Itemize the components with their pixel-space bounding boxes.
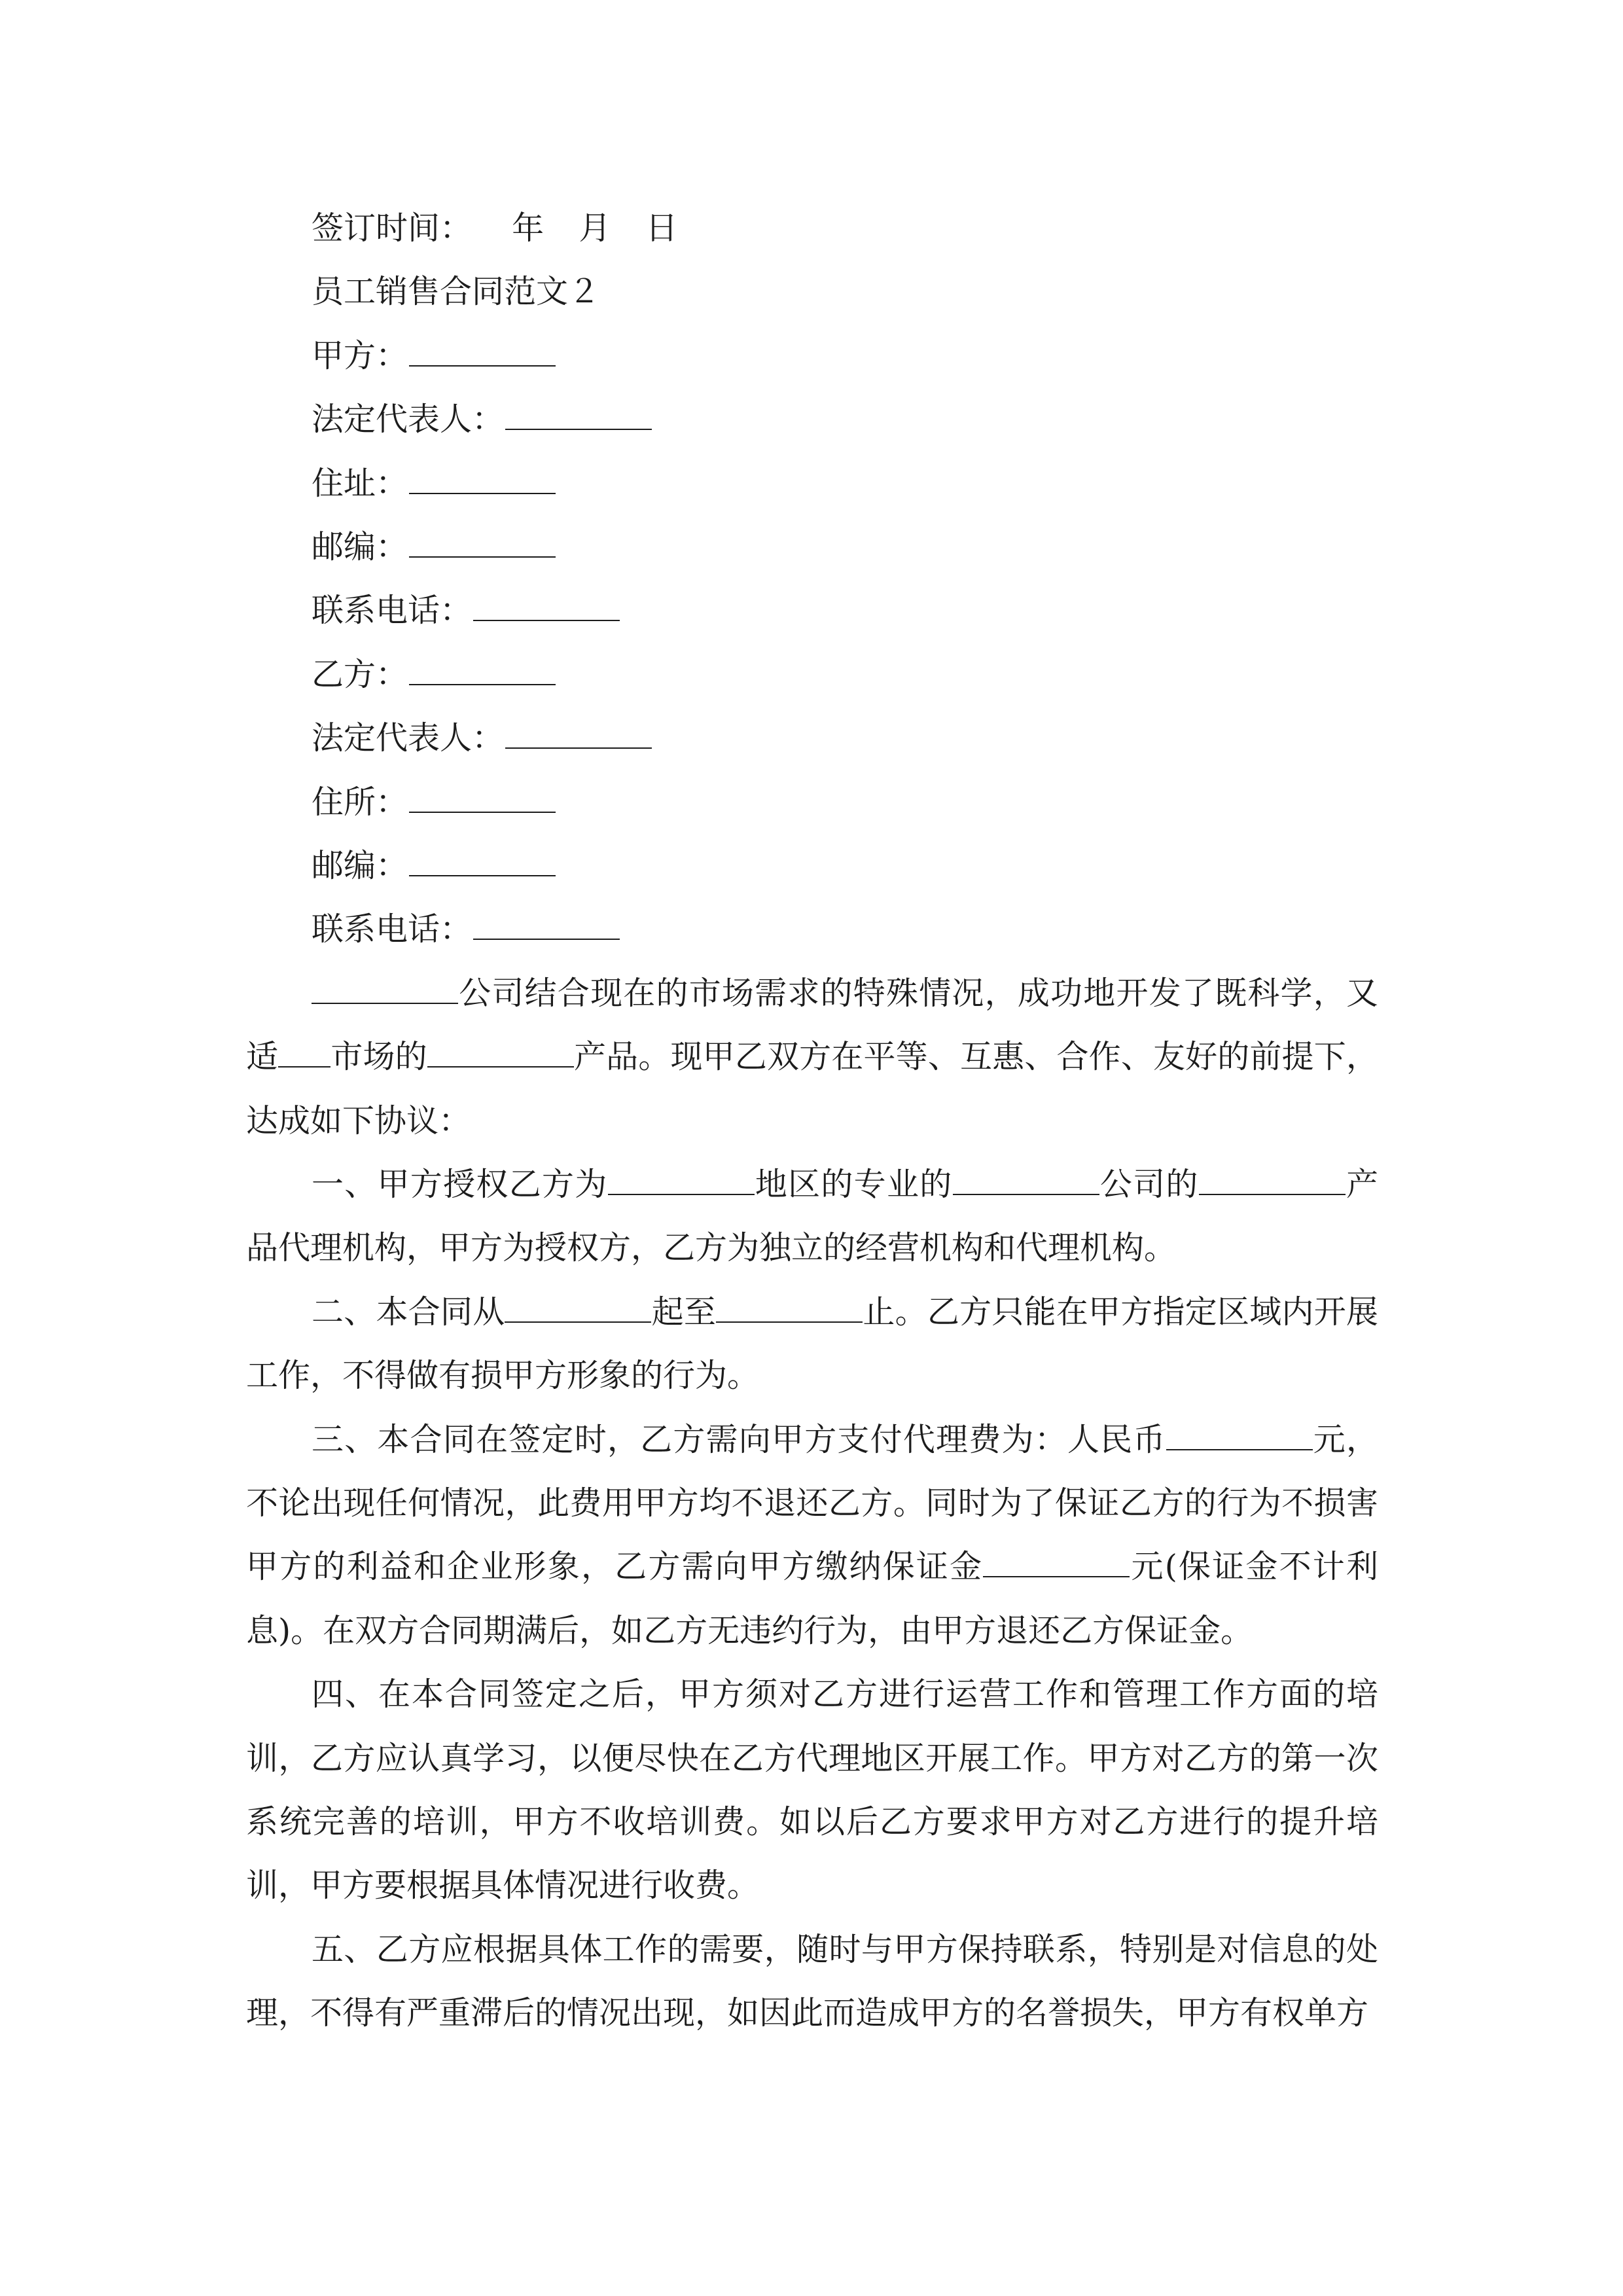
clause-1-text-4: 产品代理机构，甲方为授权方，乙方为独立的经营机构和代理机构。 (246, 1165, 1378, 1267)
clause-2-text-1: 二、本合同从 (312, 1293, 505, 1331)
year-label: 年 (512, 209, 544, 247)
party-a-address-label: 住址： (312, 464, 408, 502)
market-blank (278, 1040, 330, 1067)
party-a-name-blank (409, 339, 556, 367)
party-a-rep-label: 法定代表人： (312, 401, 505, 439)
party-a-name-label: 甲方： (312, 336, 408, 374)
party-a-zip-blank (409, 530, 556, 558)
deposit-blank (983, 1550, 1130, 1577)
intro-text-3: 产品。现甲乙双方在平等、互惠、合作、友好的前提下，达成如下协议： (246, 1038, 1378, 1139)
party-b-rep-label: 法定代表人： (312, 719, 505, 757)
intro-text-1: 公司结合现在的市场需求的特殊情况，成功地开发了既科学，又适 (246, 974, 1378, 1076)
clause-2-text-3: 止。乙方只能在甲方指定区域内开展工作，不得做有损甲方形象的行为。 (246, 1293, 1378, 1395)
party-a-rep-line (312, 387, 1378, 451)
clause-2 (246, 1280, 1378, 1408)
party-a-address-blank (409, 467, 556, 494)
party-b-rep-line (312, 706, 1378, 770)
party-a-rep-blank (505, 403, 652, 430)
party-b-name-line (312, 643, 1378, 706)
day-label: 日 (645, 209, 678, 247)
party-b-phone-blank (473, 912, 620, 940)
company-blank (312, 977, 458, 1004)
clause-3 (246, 1408, 1378, 1663)
product-line-blank (1199, 1168, 1346, 1195)
clause-4: 四、在本合同签定之后，甲方须对乙方进行运营工作和管理工作方面的培训，乙方应认真学习，以便尽快在乙方代理地区开展工作。甲方对乙方的第一次系统完善的培训，甲方不收培训费。如以后乙方要求甲方对乙方进行的提升培训，甲方要根据具体情况进行收费。 (246, 1676, 1378, 1905)
party-b-zip-blank (409, 849, 556, 876)
party-b-name-label: 乙方： (312, 655, 408, 693)
party-a-address-line (312, 452, 1378, 515)
party-b-zip-label: 邮编： (312, 846, 408, 884)
party-b-rep-blank (505, 721, 652, 749)
month-label: 月 (579, 209, 611, 247)
end-date-blank (716, 1295, 863, 1323)
party-a-phone-label: 联系电话： (312, 592, 473, 630)
party-a-phone-line (312, 579, 1378, 642)
intro-text-2: 市场的 (330, 1038, 427, 1076)
party-b-address-blank (409, 785, 556, 813)
party-a-name-line (312, 324, 1378, 387)
clause-1 (246, 1153, 1378, 1280)
party-b-address-label: 住所： (312, 783, 408, 821)
clause-1-text-2: 地区的专业的 (754, 1165, 953, 1203)
intro-paragraph (246, 961, 1378, 1153)
clause-3-text-2: 元，不论出现任何情况，此费用甲方均不退还乙方。同时为了保证乙方的行为不损害甲方的利益和企业形象，乙方需向甲方缴纳保证金 (246, 1420, 1378, 1586)
party-b-address-line (312, 770, 1378, 834)
party-b-name-blank (409, 658, 556, 685)
region-blank (608, 1168, 755, 1195)
clause-2-text-2: 起至 (651, 1293, 717, 1331)
clause-1-text-3: 公司的 (1099, 1165, 1199, 1203)
document-title: 员工销售合同范文２ (312, 273, 601, 311)
agency-fee-blank (1166, 1423, 1313, 1450)
party-b-zip-line (312, 834, 1378, 897)
party-a-phone-blank (473, 594, 620, 621)
party-b-phone-line (312, 897, 1378, 961)
professional-company-blank (953, 1168, 1099, 1195)
clause-3-text-3: 元(保证金不计利息)。在双方合同期满后，如乙方无违约行为，由甲方退还乙方保证金。 (246, 1548, 1378, 1649)
start-date-blank (505, 1295, 651, 1323)
party-b-phone-label: 联系电话： (312, 910, 473, 948)
clause-1-text-1: 一、甲方授权乙方为 (312, 1165, 608, 1203)
clause-5: 五、乙方应根据具体工作的需要，随时与甲方保持联系，特别是对信息的处理，不得有严重滞后的情况出现，如因此而造成甲方的名誉损失，甲方有权单方 (246, 1930, 1378, 2032)
signing-date-label: 签订时间： (312, 209, 473, 247)
signing-date-line (312, 196, 1378, 260)
contract-body (246, 196, 1378, 2045)
party-a-zip-label: 邮编： (312, 528, 408, 565)
product-blank (427, 1040, 574, 1067)
party-a-zip-line (312, 515, 1378, 579)
clause-3-text-1: 三、本合同在签定时，乙方需向甲方支付代理费为：人民币 (312, 1420, 1166, 1458)
